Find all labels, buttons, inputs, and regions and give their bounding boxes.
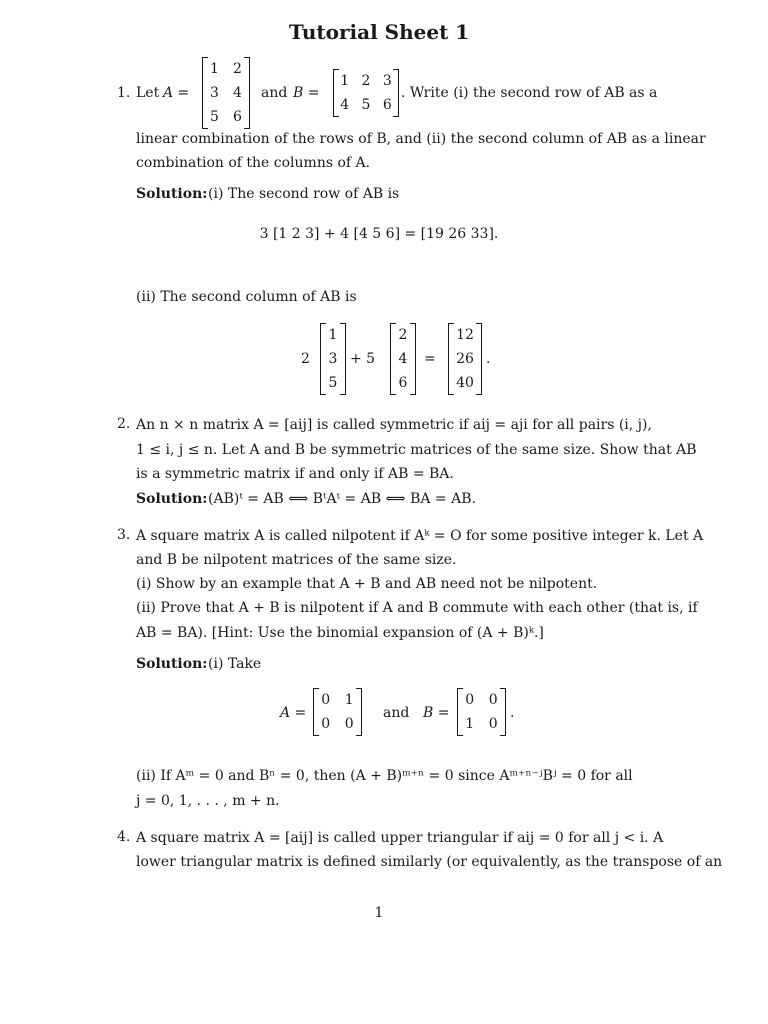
- q1-plus-5: + 5: [350, 351, 376, 367]
- q2-line3: is a symmetric matrix if and only if AB = BA.: [136, 466, 454, 482]
- q3-matrix-b: [457, 688, 506, 736]
- q1-column-vector-2: [390, 323, 416, 395]
- matrix-b-cell: 0: [488, 692, 498, 708]
- page-number: 1: [374, 905, 384, 921]
- q4-line2: lower triangular matrix is defined similarly (or equivalently, as the transpose of an: [136, 854, 723, 870]
- vector-cell: 40: [456, 375, 474, 391]
- q1-and: and: [261, 85, 288, 101]
- q1-matrix-a: [202, 57, 250, 129]
- matrix-b-cell: 2: [361, 73, 371, 89]
- q3-a-eq: A =: [280, 705, 307, 721]
- vector-cell: 1: [328, 327, 338, 343]
- matrix-a-cell: 1: [344, 692, 354, 708]
- q1-coef-2: 2: [301, 351, 310, 367]
- q3-and: and: [383, 705, 410, 721]
- matrix-b-cell: 0: [465, 692, 475, 708]
- matrix-b-cell: 6: [382, 97, 392, 113]
- vector-cell: 6: [398, 375, 408, 391]
- q1-solution-ii: (ii) The second column of AB is: [136, 289, 357, 305]
- q1-solution-label: Solution:: [136, 186, 208, 202]
- vector-cell: 26: [456, 351, 474, 367]
- q1-b-eq: B =: [293, 85, 320, 101]
- q3-solution-label: Solution:: [136, 656, 208, 672]
- q1-line3: combination of the columns of A.: [136, 155, 371, 171]
- q1-a-eq: A =: [163, 85, 190, 101]
- q3-solution-take: (i) Take: [208, 656, 262, 672]
- q2-line1: An n × n matrix A = [aij] is called symmetric if aij = aji for all pairs (i, j),: [136, 417, 652, 433]
- q2-solution: (AB)ᵗ = AB ⟺ BᵗAᵗ = AB ⟺ BA = AB.: [208, 491, 476, 507]
- q1-matrix-b: [333, 69, 399, 117]
- page-title: Tutorial Sheet 1: [288, 20, 470, 44]
- q1-write: . Write (i) the second row of AB as a: [401, 85, 658, 101]
- matrix-a-cell: 0: [344, 716, 354, 732]
- q3-ii-line2: j = 0, 1, . . . , m + n.: [136, 793, 280, 809]
- q1-equals: =: [424, 351, 436, 367]
- q1-column-vector-1: [320, 323, 346, 395]
- q1-solution-i: (i) The second row of AB is: [208, 186, 400, 202]
- vector-cell: 3: [328, 351, 338, 367]
- matrix-a-cell: 0: [321, 716, 331, 732]
- q3-line4: (ii) Prove that A + B is nilpotent if A and B commute with each other (that is, if: [136, 600, 698, 616]
- q1-period: .: [486, 351, 491, 367]
- matrix-b-cell: 3: [382, 73, 392, 89]
- matrix-b-cell: 4: [340, 97, 350, 113]
- q1-equation-row: 3 [1 2 3] + 4 [4 5 6] = [19 26 33].: [259, 226, 499, 242]
- matrix-b-cell: 1: [465, 716, 475, 732]
- matrix-a-cell: 2: [233, 61, 242, 77]
- matrix-a-cell: 6: [233, 109, 242, 125]
- matrix-a-cell: 5: [210, 109, 219, 125]
- matrix-a-cell: 1: [210, 61, 219, 77]
- q1-column-vector-result: [448, 323, 482, 395]
- q3-line5: AB = BA). [Hint: Use the binomial expansion of (A + B)ᵏ.]: [136, 625, 544, 641]
- vector-cell: 4: [398, 351, 408, 367]
- matrix-b-cell: 0: [488, 716, 498, 732]
- matrix-a-cell: 3: [210, 85, 219, 101]
- q4-number: 4.: [117, 829, 131, 845]
- q3-matrix-a: [313, 688, 362, 736]
- q1-line2: linear combination of the rows of B, and (ii) the second column of AB as a linear: [136, 131, 706, 147]
- q2-line2: 1 ≤ i, j ≤ n. Let A and B be symmetric matrices of the same size. Show that AB: [136, 442, 697, 458]
- q3-number: 3.: [117, 527, 131, 543]
- q1-number: 1.: [117, 85, 131, 101]
- vector-cell: 5: [328, 375, 338, 391]
- q3-b-eq: B =: [423, 705, 450, 721]
- q2-solution-label: Solution:: [136, 491, 208, 507]
- vector-cell: 2: [398, 327, 408, 343]
- q3-ii-line1: (ii) If Aᵐ = 0 and Bⁿ = 0, then (A + B)ᵐ⁺ⁿ = 0 since Aᵐ⁺ⁿ⁻ʲBʲ = 0 for all: [136, 768, 633, 784]
- q3-line1: A square matrix A is called nilpotent if Aᵏ = O for some positive integer k. Let A: [136, 528, 704, 544]
- vector-cell: 12: [456, 327, 474, 343]
- q3-line2: and B be nilpotent matrices of the same size.: [136, 552, 457, 568]
- q3-line3: (i) Show by an example that A + B and AB need not be nilpotent.: [136, 576, 598, 592]
- q3-period: .: [510, 705, 515, 721]
- q2-number: 2.: [117, 416, 131, 432]
- q1-let: Let: [136, 85, 160, 101]
- matrix-a-cell: 0: [321, 692, 331, 708]
- q4-line1: A square matrix A = [aij] is called upper triangular if aij = 0 for all j < i. A: [136, 830, 664, 846]
- matrix-a-cell: 4: [233, 85, 242, 101]
- matrix-b-cell: 1: [340, 73, 350, 89]
- matrix-b-cell: 5: [361, 97, 371, 113]
